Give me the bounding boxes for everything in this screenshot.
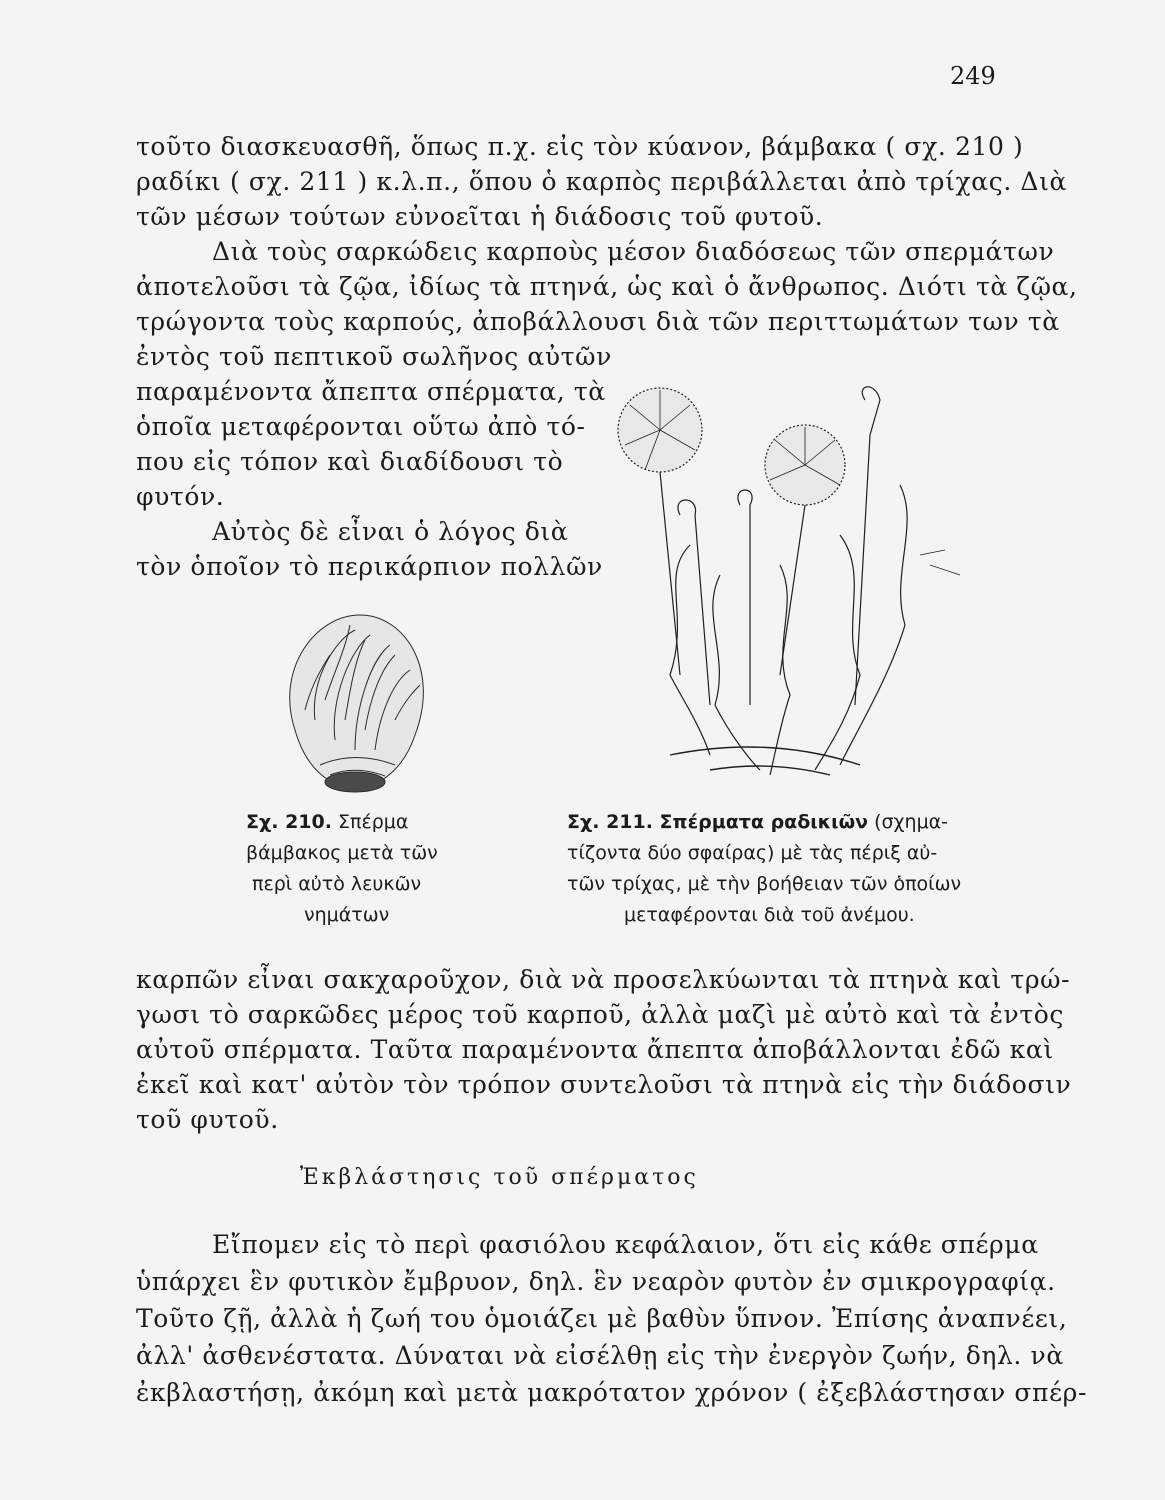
text-line: τρώγοντα τοὺς καρπούς, ἀποβάλλουσι διὰ τῶν περιττωμάτων των τὰ: [136, 307, 1060, 336]
text-line: Τοῦτο ζῇ, ἀλλὰ ἡ ζωή του ὁμοιάζει μὲ βαθὺν ὕπνον. Ἐπίσης ἀναπνέει,: [136, 1304, 1068, 1333]
text-line: γωσι τὸ σαρκῶδες μέρος τοῦ καρποῦ, ἀλλὰ μαζὶ μὲ αὐτὸ καὶ τὰ ἐντὸς: [136, 1000, 1065, 1029]
text-line: καρπῶν εἶναι σακχαροῦχον, διὰ νὰ προσελκύωνται τὰ πτηνὰ καὶ τρώ-: [136, 965, 1071, 994]
text-line: τοῦτο διασκευασθῆ, ὅπως π.χ. εἰς τὸν κύανον, βάμβακα ( σχ. 210 ): [136, 132, 1024, 161]
text-line: ὁποῖα μεταφέρονται οὕτω ἀπὸ τό-: [136, 412, 586, 441]
text-line: φυτόν.: [136, 482, 225, 511]
text-line: ἀλλ' ἀσθενέστατα. Δύναται νὰ εἰσέλθῃ εἰς τὴν ἐνεργὸν ζωήν, δηλ. νὰ: [136, 1341, 1064, 1370]
text-line: Εἴπομεν εἰς τὸ περὶ φασιόλου κεφάλαιον, ὅτι εἰς κάθε σπέρμα: [212, 1230, 1039, 1259]
text-line: αὐτοῦ σπέρματα. Ταῦτα παραμένοντα ἄπεπτα ἀποβάλλονται ἐδῶ καὶ: [136, 1035, 1054, 1064]
caption-text: (σχημα-: [874, 811, 949, 833]
figure-211-label: Σχ. 211. Σπέρματα ραδικιῶν: [567, 811, 869, 833]
page-number: 249: [950, 62, 996, 90]
caption-text: Σπέρμα: [338, 811, 409, 833]
text-line: τὸν ὁποῖον τὸ περικάρπιον πολλῶν: [136, 552, 603, 581]
text-line: τοῦ φυτοῦ.: [136, 1105, 279, 1134]
caption-line: βάμβακος μετὰ τῶν: [246, 842, 438, 864]
text-line: ἐντὸς τοῦ πεπτικοῦ σωλῆνος αὐτῶν: [136, 342, 612, 371]
caption-line: μεταφέρονται διὰ τοῦ ἀνέμου.: [624, 904, 915, 926]
dandelion-illustration: [600, 375, 980, 785]
section-heading: Ἐκβλάστησις τοῦ σπέρματος: [300, 1165, 699, 1190]
text-line: Αὐτὸς δὲ εἶναι ὁ λόγος διὰ: [212, 517, 569, 546]
figure-210-caption: [246, 807, 408, 838]
text-line: ἐκεῖ καὶ κατ' αὐτὸν τὸν τρόπον συντελοῦσι τὰ πτηνὰ εἰς τὴν διάδοσιν: [136, 1070, 1072, 1099]
text-line: Διὰ τοὺς σαρκώδεις καρποὺς μέσον διαδόσεως τῶν σπερμάτων: [212, 237, 1055, 266]
caption-line: περὶ αὐτὸ λευκῶν: [252, 873, 422, 895]
text-line: ραδίκι ( σχ. 211 ) κ.λ.π., ὅπου ὁ καρπὸς περιβάλλεται ἀπὸ τρίχας. Διὰ: [136, 167, 1067, 196]
figure-211-caption: [567, 807, 948, 838]
text-line: παραμένοντα ἄπεπτα σπέρματα, τὰ: [136, 377, 606, 406]
cotton-seed-illustration: [255, 600, 455, 800]
text-line: τῶν μέσων τούτων εὐνοεῖται ἡ διάδοσις τοῦ φυτοῦ.: [136, 202, 824, 231]
caption-line: τῶν τρίχας, μὲ τὴν βοήθειαν τῶν ὁποίων: [567, 873, 962, 895]
figure-210-label: Σχ. 210.: [246, 811, 332, 833]
text-line: ὑπάρχει ἓν φυτικὸν ἔμβρυον, δηλ. ἓν νεαρὸν φυτὸν ἐν σμικρογραφίᾳ.: [136, 1267, 1056, 1296]
text-line: ἀποτελοῦσι τὰ ζῷα, ἰδίως τὰ πτηνά, ὡς καὶ ὁ ἄνθρωπος. Διότι τὰ ζῷα,: [136, 272, 1078, 301]
caption-line: τίζοντα δύο σφαίρας) μὲ τὰς πέριξ αὐ-: [567, 842, 938, 864]
text-line: ἐκβλαστήσῃ, ἀκόμη καὶ μετὰ μακρότατον χρόνον ( ἐξεβλάστησαν σπέρ-: [136, 1378, 1087, 1407]
caption-line: νημάτων: [304, 904, 390, 926]
text-line: που εἰς τόπον καὶ διαδίδουσι τὸ: [136, 447, 564, 476]
